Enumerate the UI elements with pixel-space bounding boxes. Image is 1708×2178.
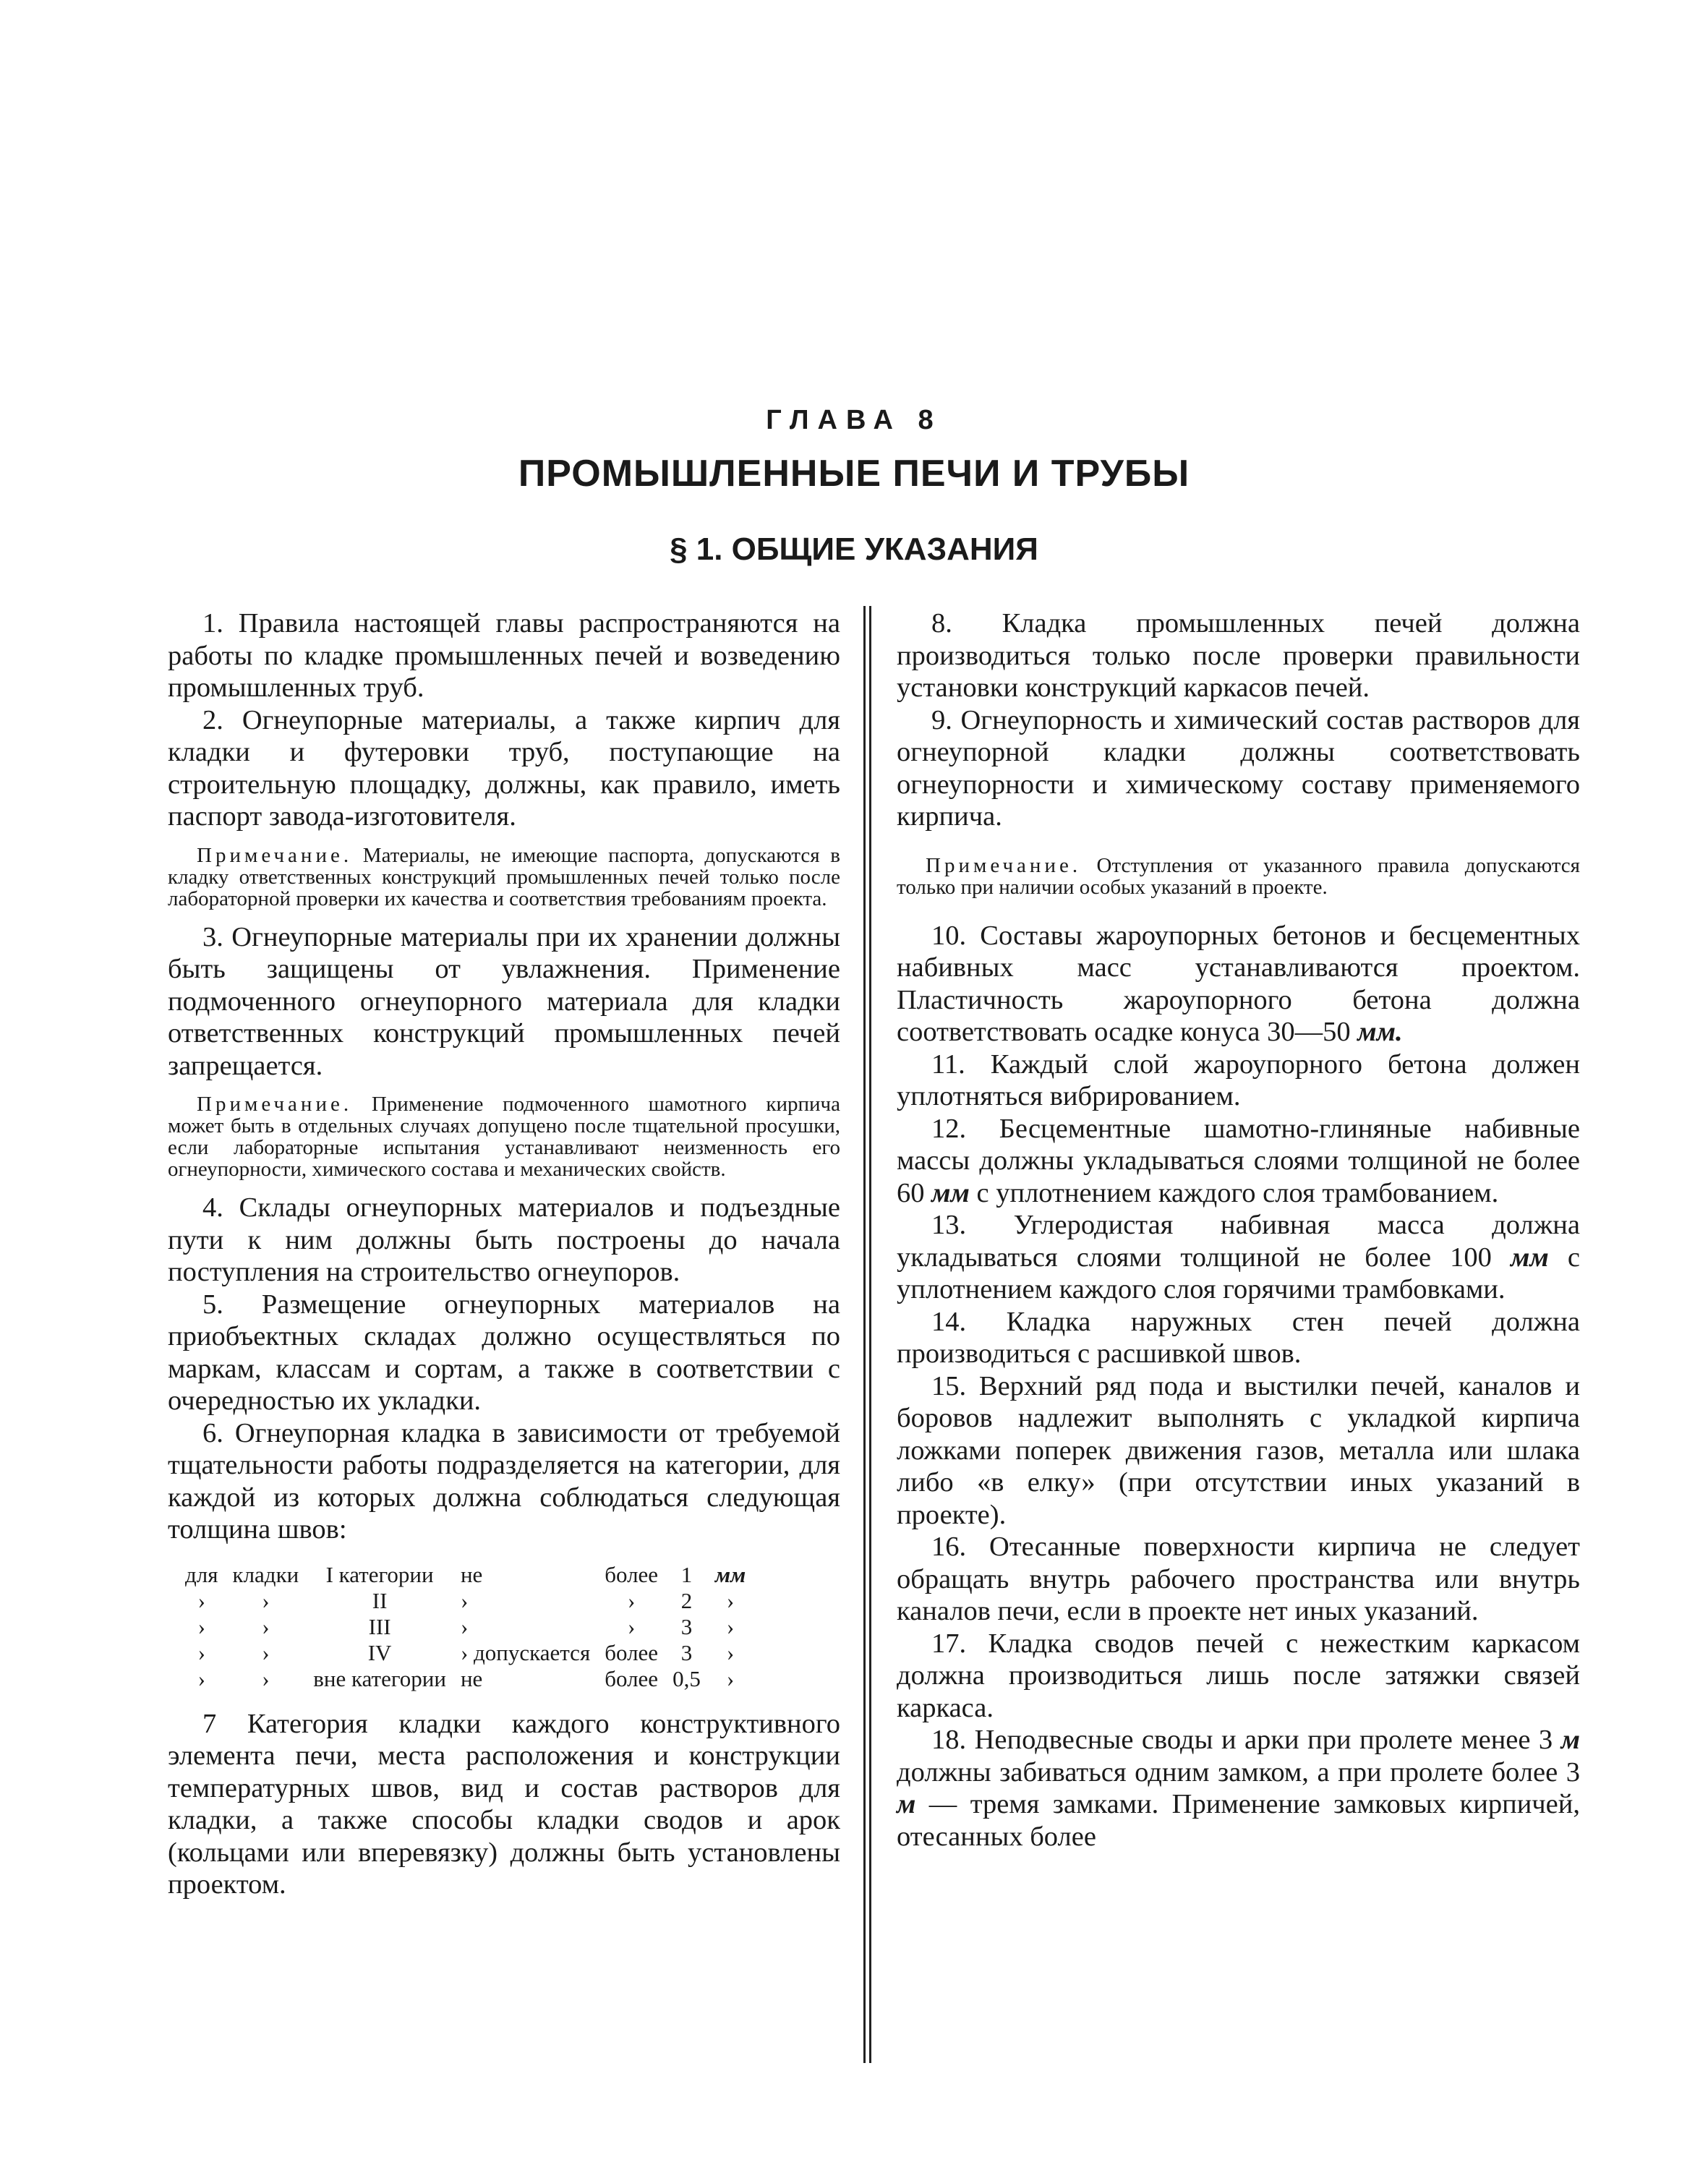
paragraph-10 (897, 920, 1580, 1049)
table-cell: более (605, 1561, 659, 1587)
note-text: Материалы, не имеющие паспорта, допускаются в кладку ответственных конструкций промышленных печей только после лабораторной проверки их качества и соответствия требованиям проекта. (168, 843, 840, 910)
paragraph-9: 9. Огнеупорность и химический состав растворов для огнеупорной кладки должны соответствовать огнеупорности и химическому составу применяемого кирпича. (897, 704, 1580, 832)
note-label: Примечание. (197, 1093, 353, 1116)
table-cell: › (726, 1587, 735, 1613)
paragraph-2: 2. Огнеупорные материалы, а также кирпич для кладки и футеровки труб, поступающие на строительную площадку, должны, как правило, иметь паспорт завода-изготовителя. (168, 704, 840, 832)
paragraph-8: 8. Кладка промышленных печей должна производиться только после проверки правильности установки конструкций каркасов печей. (897, 608, 1580, 703)
paragraph-12 (897, 1113, 1580, 1210)
table-row (178, 1562, 753, 1588)
table-cell: › (197, 1613, 205, 1639)
paragraph-18-text-mid: должны забиваться одним замком, а при пролете более 3 (897, 1756, 1580, 1788)
table-cell: более (605, 1639, 659, 1665)
table-row (178, 1640, 753, 1666)
unit-mm: мм (931, 1177, 970, 1208)
column-divider (869, 606, 871, 2063)
table-cell: › (726, 1613, 735, 1639)
paragraph-13 (897, 1209, 1580, 1306)
note-text: Отступления от указанного правила допускаются только при наличии особых указаний в проекте. (897, 853, 1580, 899)
table-cell: › (262, 1639, 270, 1665)
paragraph-4: 4. Склады огнеупорных материалов и подъездные пути к ним должны быть построены до начала поступления на строительство огнеупоров. (168, 1192, 840, 1287)
table-cell: › (726, 1639, 735, 1665)
paragraph-14: 14. Кладка наружных стен печей должна производиться с расшивкой швов. (897, 1306, 1580, 1369)
paragraph-13-text-end: с уплотнением каждого слоя горячими трамбовками. (897, 1242, 1580, 1304)
paragraph-12-text: 12. Бесцементные шамотно-глиняные набивные массы должны укладываться слоями толщиной не более 60 (897, 1113, 1580, 1208)
table-cell: › (627, 1613, 636, 1639)
table-cell: более (605, 1665, 659, 1691)
paragraph-18-text-end: — тремя замками. Применение замковых кирпичей, отесанных более (897, 1789, 1580, 1852)
table-cell: кладки (232, 1561, 299, 1587)
section-title: § 1. ОБЩИЕ УКАЗАНИЯ (670, 531, 1038, 567)
table-cell: не (460, 1561, 483, 1587)
paragraph-5: 5. Размещение огнеупорных материалов на приобъектных складах должно осуществляться по маркам, классам и сортам, а также в соответствии с очередностью их укладки. (168, 1289, 840, 1416)
table-row (178, 1666, 753, 1692)
paragraph-13-text: 13. Углеродистая набивная масса должна укладываться слоями толщиной не более 100 (897, 1210, 1580, 1273)
note-1 (168, 845, 840, 910)
note-text: Применение подмоченного шамотного кирпича может быть в отдельных случаях допущено после тщательной просушки, если лабораторные испытания устанавливают неизменность его огнеупорности, химического состава и механических свойств. (168, 1093, 840, 1181)
table-cell: › (197, 1639, 205, 1665)
unit-m: м (1560, 1725, 1581, 1755)
table-cell: › допускается (460, 1639, 591, 1665)
paragraph-6: 6. Огнеупорная кладка в зависимости от требуемой тщательности работы подразделяется на категории, для каждой из которых должна соблюдаться следующая толщина швов: (168, 1417, 840, 1545)
paragraph-10-text: 10. Составы жароупорных бетонов и бесцементных набивных масс устанавливаются проектом. Пластичность жароупорного бетона должна соответствовать осадке конуса 30—50 (897, 920, 1580, 1047)
table-cell: › (262, 1613, 270, 1639)
table-row (178, 1588, 753, 1614)
paragraph-1: 1. Правила настоящей главы распространяются на работы по кладке промышленных печей и возведению промышленных труб. (168, 608, 840, 703)
table-cell: мм (714, 1561, 746, 1587)
table-cell: I категории (325, 1561, 434, 1587)
chapter-title: ПРОМЫШЛЕННЫЕ ПЕЧИ И ТРУБЫ (518, 453, 1190, 495)
paragraph-17: 17. Кладка сводов печей с нежестким каркасом должна производиться лишь после затяжки связей каркаса. (897, 1628, 1580, 1723)
paragraph-18-text: 18. Неподвесные своды и арки при пролете менее 3 (931, 1725, 1553, 1755)
paragraph-16: 16. Отесанные поверхности кирпича не следует обращать внутрь рабочего пространства или внутрь каналов печи, если в проекте нет иных указаний. (897, 1532, 1580, 1626)
table-row (178, 1614, 753, 1640)
note-label: Примечание. (197, 843, 353, 867)
table-cell: IV (367, 1639, 392, 1665)
chapter-label: ГЛАВА 8 (766, 405, 942, 435)
unit-mm: мм. (1357, 1017, 1403, 1047)
table-cell: вне категории (313, 1665, 446, 1691)
table-cell: 2 (680, 1587, 693, 1613)
table-cell: › (627, 1587, 636, 1613)
table-cell: › (197, 1587, 205, 1613)
paragraph-7: 7 Категория кладки каждого конструктивного элемента печи, места расположения и конструкции температурных швов, вид и состав растворов для кладки, а также способы кладки сводов и арок (кольцами или вперевязку) должны быть установлены проектом. (168, 1708, 840, 1900)
table-cell: › (460, 1587, 469, 1613)
unit-m: м (897, 1789, 916, 1819)
table-cell: › (197, 1665, 205, 1691)
column-divider (863, 606, 866, 2063)
table-cell: 1 (680, 1561, 693, 1587)
paragraph-11: 11. Каждый слой жароупорного бетона должен уплотняться вибрированием. (897, 1049, 1580, 1111)
note-2 (168, 1093, 840, 1180)
paragraph-3: 3. Огнеупорные материалы при их хранении должны быть защищены от увлажнения. Применение подмоченного огнеупорного материала для кладки ответственных конструкций промышленных печей запрещается. (168, 921, 840, 1081)
table-cell: III (368, 1613, 391, 1639)
paragraph-12-text-end: с уплотнением каждого слоя трамбованием. (969, 1177, 1499, 1208)
right-column (897, 607, 1580, 1853)
table-cell: › (726, 1665, 735, 1691)
table-cell: для (185, 1561, 218, 1587)
note-label: Примечание. (926, 853, 1082, 877)
table-cell: 0,5 (672, 1665, 701, 1691)
table-cell: › (262, 1665, 270, 1691)
unit-mm: мм (1511, 1242, 1549, 1273)
table-cell: не (460, 1665, 483, 1691)
note-3 (897, 855, 1580, 898)
table-cell: 3 (680, 1613, 693, 1639)
table-cell: › (460, 1613, 469, 1639)
table-cell: 3 (680, 1639, 693, 1665)
table-cell: II (372, 1587, 388, 1613)
joint-thickness-table (178, 1562, 753, 1692)
table-cell: › (262, 1587, 270, 1613)
left-column (168, 607, 840, 1901)
paragraph-15: 15. Верхний ряд пода и выстилки печей, каналов и боровов надлежит выполнять с укладкой кирпича ложками поперек движения газов, металла или шлака либо «в елку» (при отсутствии иных указаний в проекте). (897, 1370, 1580, 1530)
paragraph-18 (897, 1724, 1580, 1853)
